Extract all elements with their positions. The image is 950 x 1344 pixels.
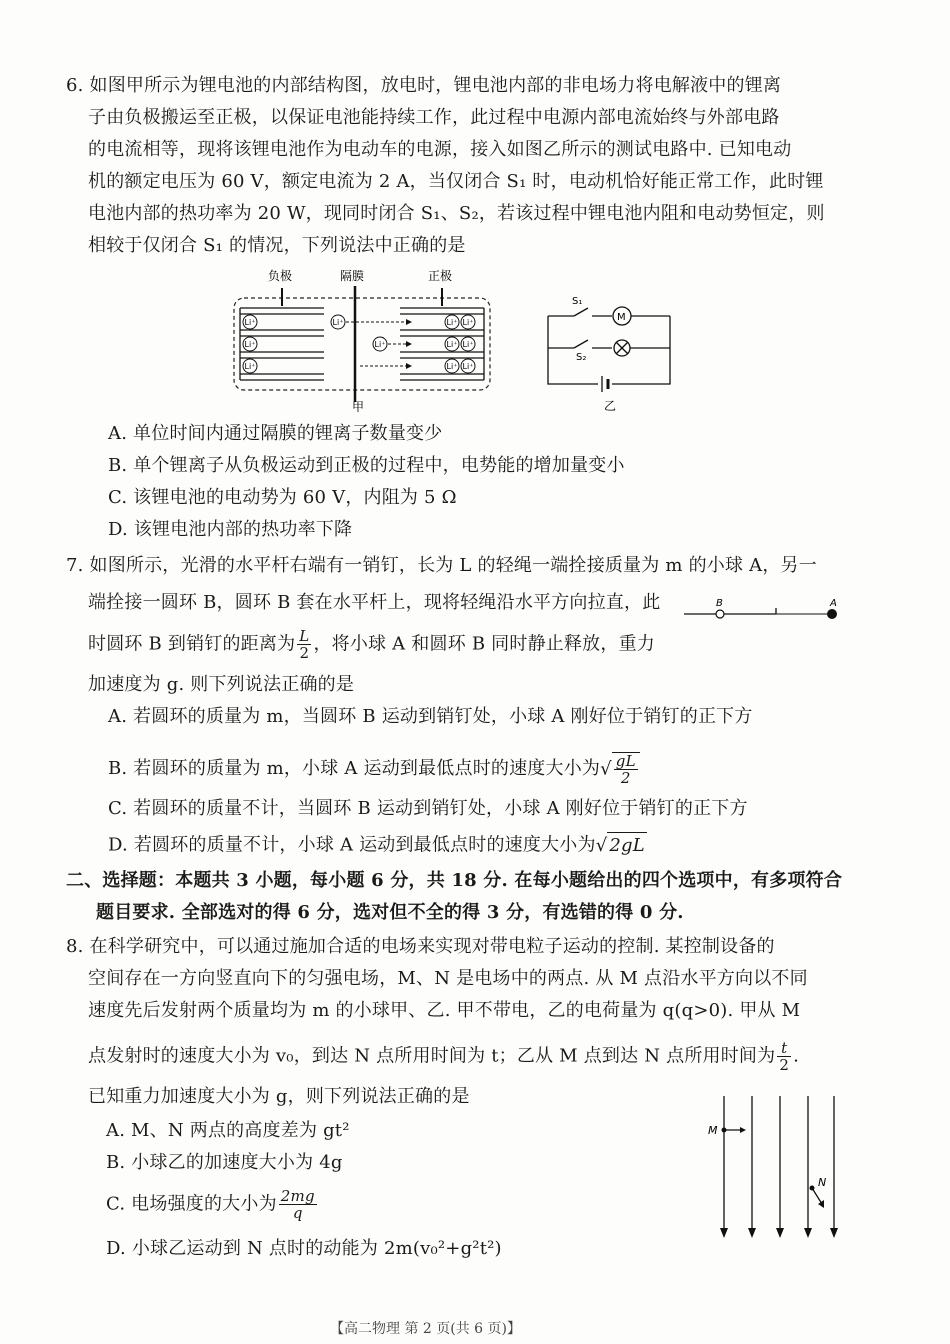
q6-option-a: A. 单位时间内通过隔膜的锂离子数量变少 (108, 423, 443, 444)
q8-line-4: 点发射时的速度大小为 v₀，到达 N 点所用时间为 t；乙从 M 点到达 N 点所用时间为 $\frac{t}{2}$ . (88, 1039, 799, 1074)
battery-structure-figure (228, 266, 498, 412)
q8-line-1: 8. 在科学研究中，可以通过施加合适的电场来实现对带电粒子运动的控制. 某控制设备的 (66, 936, 775, 957)
section-2-header-line-2: 题目要求. 全部选对的得 6 分，选对但不全的得 3 分，有选错的得 0 分. (96, 902, 684, 923)
q6-option-d: D. 该锂电池内部的热功率下降 (108, 519, 353, 540)
figure-yi-caption: 乙 (604, 399, 617, 413)
rod-ring-ball-figure (680, 594, 844, 628)
fraction-t-over-2: $\frac{t}{2}$ (779, 1039, 790, 1074)
q7-line-3a: 时圆环 B 到销钉的距离为 (88, 633, 296, 655)
point-n-label: N (818, 1176, 827, 1189)
q7-line-3b: ，将小球 A 和圆环 B 同时静止释放，重力 (313, 633, 655, 655)
fraction-2mg-over-q: $\frac{2mg}{q}$ (280, 1187, 315, 1222)
q7-option-b (108, 752, 640, 786)
ball-a-label: A (830, 598, 837, 609)
page-footer: 【高二物理 第 2 页(共 6 页)】 (330, 1321, 521, 1337)
svg-text:Li⁺: Li⁺ (446, 340, 458, 349)
svg-text:Li⁺: Li⁺ (244, 340, 256, 349)
svg-text:Li⁺: Li⁺ (446, 318, 458, 327)
q7-line-4: 加速度为 g. 则下列说法正确的是 (88, 674, 355, 695)
q6-line-1: 6. 如图甲所示为锂电池的内部结构图，放电时，锂电池内部的非电场力将电解液中的锂离 (66, 75, 782, 96)
q7-line-2: 端拴接一圆环 B，圆环 B 套在水平杆上，现将轻绳沿水平方向拉直，此 (88, 592, 661, 613)
svg-text:Li⁺: Li⁺ (244, 318, 256, 327)
svg-text:Li⁺: Li⁺ (244, 362, 256, 371)
svg-text:Li⁺: Li⁺ (462, 318, 474, 327)
label-separator: 隔膜 (340, 269, 365, 283)
q6-line-4: 机的额定电压为 60 V，额定电流为 2 A，当仅闭合 S₁ 时，电动机恰好能正常工作，此时锂 (88, 171, 824, 192)
q8-line-4a: 点发射时的速度大小为 v₀，到达 N 点所用时间为 t；乙从 M 点到达 N 点所用时间为 (88, 1045, 776, 1067)
q7-option-c: C. 若圆环的质量不计，当圆环 B 运动到销钉处，小球 A 刚好位于销钉的正下方 (108, 798, 748, 819)
figure-jia-caption: 甲 (352, 400, 365, 412)
electric-field-figure (700, 1092, 850, 1242)
svg-text:Li⁺: Li⁺ (446, 362, 458, 371)
sqrt-gl-over-2: √ $\frac{gL}{2}$ (600, 752, 640, 786)
svg-text:Li⁺: Li⁺ (462, 362, 474, 371)
q8-line-5: 已知重力加速度大小为 g，则下列说法正确的是 (88, 1086, 470, 1107)
point-m-label: M (708, 1124, 718, 1137)
q8-line-2: 空间存在一方向竖直向下的匀强电场，M、N 是电场中的两点. 从 M 点沿水平方向以不同 (88, 968, 808, 989)
svg-text:Li⁺: Li⁺ (374, 340, 386, 349)
q6-option-b: B. 单个锂离子从负极运动到正极的过程中，电势能的增加量变小 (108, 455, 625, 476)
q6-line-3: 的电流相等，现将该锂电池作为电动车的电源，接入如图乙所示的测试电路中. 已知电动 (88, 139, 792, 160)
q8-option-b: B. 小球乙的加速度大小为 4g (106, 1152, 343, 1173)
q7-line-1: 7. 如图所示，光滑的水平杆右端有一销钉，长为 L 的轻绳一端拴接质量为 m 的小球 A，另一 (66, 555, 817, 576)
q8-option-a: A. M、N 两点的高度差为 gt² (106, 1120, 350, 1141)
label-positive: 正极 (428, 269, 453, 283)
test-circuit-figure (540, 290, 680, 414)
label-negative: 负极 (268, 269, 293, 283)
switch-s1-label: S₁ (572, 296, 583, 307)
ring-b-label: B (716, 598, 723, 609)
q7-option-d (108, 832, 647, 859)
q7-option-b-text: B. 若圆环的质量为 m，小球 A 运动到最低点时的速度大小为 (108, 758, 601, 779)
switch-s2-label: S₂ (576, 352, 587, 363)
q8-option-c-text: C. 电场强度的大小为 (106, 1193, 277, 1215)
svg-text:Li⁺: Li⁺ (462, 340, 474, 349)
lithium-ions (243, 315, 475, 373)
q6-line-6: 相较于仅闭合 S₁ 的情况，下列说法中正确的是 (88, 235, 466, 256)
q7-line-3 (88, 628, 655, 661)
q7-option-a: A. 若圆环的质量为 m，当圆环 B 运动到销钉处，小球 A 刚好位于销钉的正下方 (108, 706, 753, 727)
q6-line-5: 电池内部的热功率为 20 W，现同时闭合 S₁、S₂，若该过程中锂电池内阻和电动势恒定，则 (88, 203, 825, 224)
motor-label: M (617, 312, 626, 323)
fraction-l-over-2: $\frac{L}{2}$ (299, 627, 310, 662)
svg-text:Li⁺: Li⁺ (332, 318, 344, 327)
q8-option-c (106, 1188, 319, 1221)
sqrt-2gl: √ 2gL (596, 832, 647, 859)
q6-option-c: C. 该锂电池的电动势为 60 V，内阻为 5 Ω (108, 487, 457, 508)
q7-option-d-text: D. 若圆环的质量不计，小球 A 运动到最低点时的速度大小为 (108, 834, 596, 856)
section-2-header-line-1: 二、选择题：本题共 3 小题，每小题 6 分，共 18 分. 在每小题给出的四个选项中，有多项符合 (66, 870, 843, 891)
q6-line-2: 子由负极搬运至正极，以保证电池能持续工作，此过程中电源内部电流始终与外部电路 (88, 107, 780, 128)
q8-line-3: 速度先后发射两个质量均为 m 的小球甲、乙. 甲不带电，乙的电荷量为 q(q>0). 甲从 M (88, 1000, 801, 1021)
q8-option-d: D. 小球乙运动到 N 点时的动能为 2m(v₀²+g²t²) (106, 1238, 502, 1259)
